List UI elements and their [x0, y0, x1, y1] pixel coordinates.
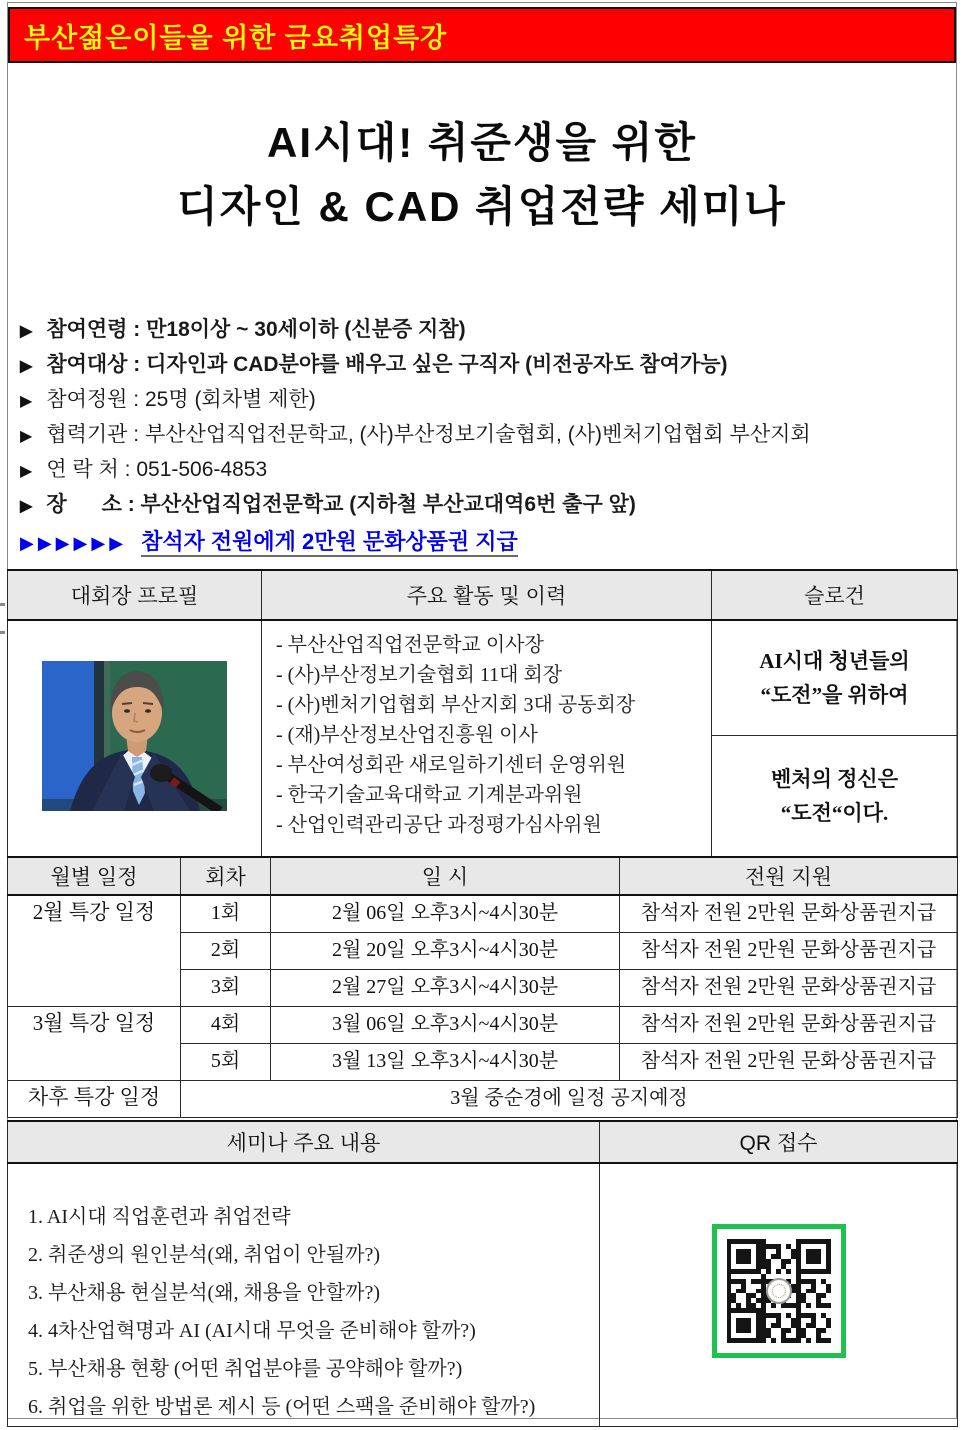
schedule-table [7, 856, 958, 1118]
slogan-venture-spirit [712, 736, 957, 856]
support-cell: 참석자 전원 2만원 문화상품권지급 [620, 1006, 958, 1043]
info-item-contact [20, 453, 956, 488]
schedule-header-datetime: 일 시 [271, 857, 620, 895]
session-cell: 4회 [181, 1006, 271, 1043]
datetime-cell: 2월 06일 오후3시~4시30분 [271, 895, 620, 932]
support-cell: 참석자 전원 2만원 문화상품권지급 [620, 969, 958, 1006]
info-text: 참여연령 : 만18이상 ~ 30세이하 (신분증 지참) [46, 318, 466, 341]
schedule-group-march: 3월 특강 일정 [8, 1006, 181, 1080]
datetime-cell: 2월 27일 오후3시~4시30분 [271, 969, 620, 1006]
topic-item: 1. AI시대 직업훈련과 취업전략 [28, 1206, 291, 1228]
session-cell: 5회 [181, 1043, 271, 1080]
bullet-arrow-icon: ▶ [20, 393, 33, 410]
gift-voucher-link[interactable] [8, 525, 956, 560]
schedule-header-session: 회차 [181, 857, 271, 895]
info-item-location [20, 488, 956, 523]
schedule-group-february: 2월 특강 일정 [8, 895, 181, 1006]
banner-title: 부산젊은이들을 위한 금요취업특강 [24, 22, 448, 53]
bullet-arrow-icon: ▶ [20, 463, 33, 480]
support-cell: 참석자 전원 2만원 문화상품권지급 [620, 1043, 958, 1080]
topic-item: 5. 부산채용 현황 (어떤 취업분야를 공약해야 할까?) [28, 1358, 463, 1380]
support-cell: 참석자 전원 2만원 문화상품권지급 [620, 895, 958, 932]
gift-voucher-text: 참석자 전원에게 2만원 문화상품권 지급 [141, 529, 518, 557]
top-banner [8, 7, 956, 63]
info-list [8, 313, 956, 523]
info-text: 협력기관 : 부산산업직업전문학교, (사)부산정보기술협회, (사)벤처기업협회 부산지회 [46, 423, 811, 446]
schedule-header-support: 전원 지원 [620, 857, 958, 895]
schedule-header-month: 월별 일정 [8, 857, 181, 895]
topic-item: 6. 취업을 위한 방법론 제시 등 (어떤 스팩을 준비해야 할까?) [28, 1396, 536, 1418]
schedule-row [8, 895, 958, 932]
datetime-cell: 2월 20일 오후3시~4시30분 [271, 932, 620, 969]
schedule-footer-row [8, 1080, 958, 1117]
session-cell: 2회 [181, 932, 271, 969]
history-item: - 부산산업직업전문학교 이사장 [276, 634, 544, 656]
bullet-arrow-icon: ▶ [20, 498, 33, 515]
profile-header-slogan: 슬로건 [712, 570, 958, 620]
edge-mark [0, 603, 5, 606]
slogan-line: 벤처의 정신은 [771, 767, 898, 791]
title-line-1: AI시대! 취준생을 위한 [267, 119, 697, 166]
info-item-partners [20, 418, 956, 453]
info-item-target [20, 348, 956, 383]
history-item: - 산업인력관리공단 과정평가심사위원 [276, 814, 602, 836]
topic-item: 2. 취준생의 원인분석(왜, 취업이 안될까?) [28, 1244, 380, 1266]
slogan-challenge-youth [712, 621, 957, 736]
seminar-bottom-table [7, 1120, 958, 1427]
qr-center-logo-icon [766, 1278, 792, 1304]
info-text: 장 소 : 부산산업직업전문학교 (지하철 부산교대역6번 출구 앞) [46, 493, 636, 516]
future-schedule-value: 3월 중순경에 일정 공지예정 [181, 1080, 958, 1117]
schedule-row [8, 1006, 958, 1043]
history-item: - (사)벤처기업협회 부산지회 3대 공동회장 [276, 694, 636, 716]
info-text: 참여정원 : 25명 (회차별 제한) [46, 388, 316, 411]
topic-item: 3. 부산채용 현실분석(왜, 채용을 안할까?) [28, 1282, 380, 1304]
title-line-2: 디자인 & CAD 취업전략 세미나 [177, 183, 787, 230]
future-schedule-label: 차후 특강 일정 [8, 1080, 181, 1117]
chairman-photo [42, 661, 227, 811]
poster-page [7, 2, 957, 1419]
datetime-cell: 3월 06일 오후3시~4시30분 [271, 1006, 620, 1043]
history-item: - (사)부산정보기술협회 11대 회장 [276, 664, 563, 686]
slogan-line: “도전“이다. [780, 801, 889, 825]
info-item-age [20, 313, 956, 348]
bullet-arrow-icon: ▶ [20, 323, 33, 340]
profile-header-history: 주요 활동 및 이력 [262, 570, 712, 620]
qr-code [712, 1224, 846, 1358]
bullet-arrow-icon: ▶ [20, 428, 33, 445]
profile-header-chairman: 대회장 프로필 [8, 570, 262, 620]
history-item: - 한국기술교육대학교 기계분과위원 [276, 784, 583, 806]
slogan-line: “도전”을 위하여 [760, 683, 909, 707]
session-cell: 3회 [181, 969, 271, 1006]
slogan-line: AI시대 청년들의 [759, 649, 910, 673]
session-cell: 1회 [181, 895, 271, 932]
info-item-capacity [20, 383, 956, 418]
profile-table [7, 569, 958, 857]
bullet-arrow-icon: ▶ [20, 358, 33, 375]
blue-arrows-icon: ▶▶▶▶▶▶ [20, 533, 128, 553]
edge-mark [0, 631, 5, 634]
topics-header: 세미나 주요 내용 [8, 1121, 600, 1163]
poster-title [8, 111, 956, 239]
info-text: 연 락 처 : 051-506-4853 [46, 458, 268, 481]
support-cell: 참석자 전원 2만원 문화상품권지급 [620, 932, 958, 969]
qr-header: QR 접수 [600, 1121, 958, 1163]
history-item: - 부산여성회관 새로일하기센터 운영위원 [276, 754, 627, 776]
datetime-cell: 3월 13일 오후3시~4시30분 [271, 1043, 620, 1080]
history-item: - (재)부산정보산업진흥원 이사 [276, 724, 538, 746]
topic-item: 4. 4차산업혁명과 AI (AI시대 무엇을 준비해야 할까?) [28, 1320, 476, 1342]
info-text: 참여대상 : 디자인과 CAD분야를 배우고 싶은 구직자 (비전공자도 참여가능) [46, 353, 728, 376]
